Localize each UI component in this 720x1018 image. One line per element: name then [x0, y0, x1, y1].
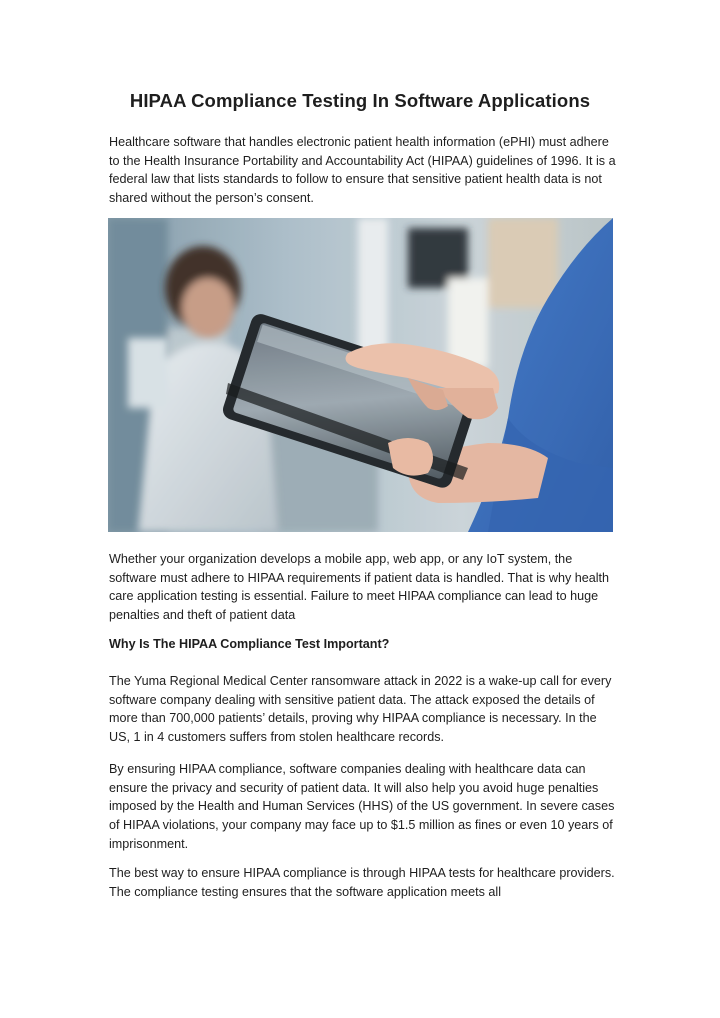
- section-heading: Why Is The HIPAA Compliance Test Important?: [109, 637, 390, 651]
- paragraph-after-image: Whether your organization develops a mobile app, web app, or any IoT system, the software must adhere to HIPAA requirements if patient data is handled. That is why health care application testing is essential. Failure to meet HIPAA compliance can lead to huge penalties and theft of patient data: [109, 552, 610, 623]
- section-paragraph-2: By ensuring HIPAA compliance, software companies dealing with healthcare data can ensure the privacy and security of patient data. It will also help you avoid huge penalties imposed by the Health and Human Services (HHS) of the US government. In severe cases of HIPAA violations, your company may face up to $1.5 million as fines or even 10 years of imprisonment.: [109, 762, 615, 851]
- medical-staff-using-tablet-photo: [108, 218, 613, 532]
- page-title: HIPAA Compliance Testing In Software Applications: [129, 90, 591, 111]
- section-paragraph-1: The Yuma Regional Medical Center ransomware attack in 2022 is a wake-up call for every software company dealing with sensitive patient data. The attack exposed the details of more than 700,000 patients’ details, proving why HIPAA compliance is necessary. In the US, 1 in 4 customers suffers from stolen healthcare records.: [109, 674, 612, 745]
- section-paragraph-3: The best way to ensure HIPAA compliance is through HIPAA tests for healthcare providers. The compliance testing ensures that the software application meets all: [109, 866, 615, 899]
- intro-paragraph: Healthcare software that handles electronic patient health information (ePHI) must adhere to the Health Insurance Portability and Accountability Act (HIPAA) guidelines of 1996. It is a federal law that lists standards to follow to ensure that sensitive patient health data is not shared without the person’s consent.: [109, 135, 616, 206]
